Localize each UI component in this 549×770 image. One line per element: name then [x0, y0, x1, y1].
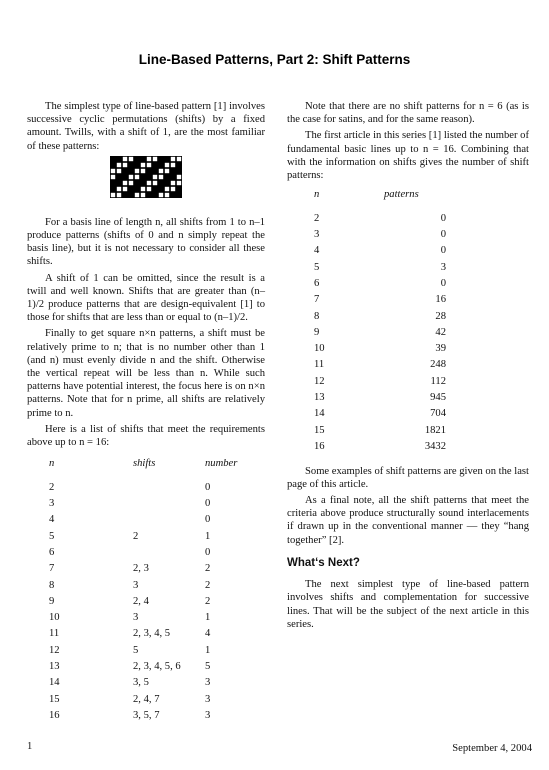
pattern-count-cell: 28 [435, 310, 446, 322]
shift-n-cell: 5 [49, 530, 55, 542]
shift-n-cell: 12 [49, 644, 60, 656]
pattern-n-cell: 10 [314, 343, 325, 355]
section-heading: What‘s Next? [287, 556, 360, 569]
table-row [314, 243, 446, 259]
table-row [49, 561, 237, 577]
weave-cell [171, 187, 175, 191]
pattern-count-cell: 945 [430, 392, 446, 404]
pattern-table-header-patterns: patterns [384, 189, 419, 201]
pattern-count-cell: 3 [440, 261, 446, 273]
first-article-paragraph: The first article in this series [1] listed the number of fundamental basic lines up to n = 16. Combining that with the information on shifts gives the number of shift patterns: [287, 130, 529, 182]
table-row [314, 227, 446, 243]
weave-cell [117, 187, 121, 191]
shift-values-cell: 2 [133, 530, 139, 542]
shift-n-cell: 16 [49, 709, 60, 721]
shift-n-cell: 15 [49, 693, 60, 705]
pattern-n-cell: 12 [314, 375, 325, 387]
weave-cell [123, 187, 127, 191]
table-row [314, 406, 446, 422]
shift-values-cell: 3 [133, 579, 139, 591]
shift-values-cell [133, 479, 205, 495]
shift-values-cell: 3, 5, 7 [133, 709, 160, 721]
table-row [49, 577, 237, 593]
pattern-count-cell: 3432 [424, 440, 446, 452]
next-article-paragraph: The next simplest type of line-based pattern involves shifts and complementation for successive lines. That will be the subject of the next article in this series. [287, 579, 529, 630]
shift-number-cell: 0 [205, 514, 211, 526]
pattern-count-cell: 112 [430, 375, 446, 387]
weave-cell [135, 193, 139, 197]
table-row [314, 389, 446, 405]
shift-number-cell: 1 [205, 644, 211, 656]
weave-cell [141, 187, 145, 191]
shift-values-cell: 5 [133, 644, 139, 656]
shift-n-cell: 10 [49, 612, 60, 624]
shift-values-cell: 2, 3, 4, 5, 6 [133, 661, 181, 673]
weave-cell [123, 157, 127, 161]
weave-cell [165, 169, 169, 173]
weave-cell [141, 163, 145, 167]
table-row [49, 593, 237, 609]
table-row [314, 308, 446, 324]
pattern-n-cell: 14 [314, 408, 325, 420]
shift-number-cell: 3 [205, 677, 211, 689]
shift-number-cell: 5 [205, 661, 211, 673]
weave-cell [135, 169, 139, 173]
shift-number-cell: 2 [205, 579, 211, 591]
pattern-count-cell: 0 [440, 229, 446, 241]
weave-cell [129, 157, 133, 161]
table-row [49, 675, 237, 691]
pattern-n-cell: 11 [314, 359, 325, 371]
weave-cell [171, 157, 175, 161]
left-column [27, 100, 265, 724]
weave-cell [147, 157, 151, 161]
pattern-n-cell: 13 [314, 392, 325, 404]
weave-cell [177, 175, 181, 179]
table-row [49, 512, 237, 528]
shift-omit-paragraph: A shift of 1 can be omitted, since the result is a twill and well known. Shifts that are greater than (n–1)/2 produce patterns that are design-equivalent [1] to those for shifts that are less than or equal to (n–1)/2. [27, 272, 265, 324]
pattern-n-cell: 2 [314, 212, 320, 224]
table-row [49, 610, 237, 626]
relatively-prime-paragraph: Finally to get square n×n patterns, a shift must be relatively prime to n; that is no number other than 1 (and n) must evenly divide n and the shift. Otherwise the vertical repeat will be less than n. While such patterns have potential interest, the focus here is on n×n patterns. Note that for n prime, all shifts are relatively prime to n. [27, 328, 265, 419]
page-number: 1 [27, 741, 33, 752]
examples-paragraph: Some examples of shift patterns are given on the last page of this article. [287, 465, 529, 490]
table-row [49, 691, 237, 707]
table-row [49, 626, 237, 642]
weave-cell [153, 175, 157, 179]
shift-n-cell: 13 [49, 661, 60, 673]
pattern-count-cell: 16 [435, 294, 446, 306]
table-row [314, 422, 446, 438]
pattern-count-cell: 0 [440, 245, 446, 257]
pattern-n-cell: 4 [314, 245, 320, 257]
weave-cell [117, 193, 121, 197]
table-row [49, 479, 237, 495]
page-date: September 4, 2004 [452, 743, 532, 754]
pattern-n-cell: 16 [314, 440, 325, 452]
weave-cell [135, 175, 139, 179]
shift-number-cell: 0 [205, 481, 211, 493]
weave-cell [159, 169, 163, 173]
table-row [314, 357, 446, 373]
table-row [49, 642, 237, 658]
weave-cell [153, 181, 157, 185]
weave-cell [111, 175, 115, 179]
weave-cell [147, 181, 151, 185]
final-note-paragraph: As a final note, all the shift patterns that meet the criteria above produce structurally sound interlacements if drawn up in the conventional manner — they “hang together” [2]. [287, 495, 529, 546]
table-row [314, 275, 446, 291]
intro-paragraph: The simplest type of line-based pattern [1] involves successive cyclic permutations (shifts) by a fixed amount. Twills, with a shift of 1, are the most familiar of these patterns: [27, 101, 265, 152]
basis-paragraph: For a basis line of length n, all shifts from 1 to n–1 produce patterns (shifts of 0 and n simply repeat the basis line), but it is not necessary to consider all these shifts. [27, 216, 265, 268]
pattern-n-cell: 3 [314, 229, 320, 241]
weave-cell [177, 157, 181, 161]
weave-cell [111, 193, 115, 197]
shift-n-cell: 6 [49, 547, 55, 558]
table-row [49, 544, 237, 560]
weave-cell [123, 181, 127, 185]
table-row [314, 373, 446, 389]
weave-cell [147, 187, 151, 191]
shift-number-cell: 4 [205, 628, 211, 640]
shift-number-cell: 3 [205, 693, 211, 705]
shift-table [49, 457, 237, 723]
shift-number-cell: 1 [205, 612, 211, 624]
twill-weave-figure [110, 156, 182, 198]
shift-values-cell: 3 [133, 612, 139, 624]
weave-cell [147, 163, 151, 167]
weave-cell [129, 175, 133, 179]
weave-cell [141, 193, 145, 197]
shift-number-cell: 0 [205, 547, 211, 558]
pattern-n-cell: 6 [314, 277, 320, 289]
table-row [314, 292, 446, 308]
shift-number-cell: 2 [205, 595, 211, 607]
shift-n-cell: 14 [49, 677, 60, 689]
pattern-n-cell: 7 [314, 294, 320, 306]
shift-number-cell: 3 [205, 709, 211, 721]
weave-cell [177, 181, 181, 185]
shift-n-cell: 2 [49, 481, 55, 493]
pattern-count-cell: 1821 [424, 424, 446, 436]
shift-number-cell: 2 [205, 563, 211, 575]
weave-cell [165, 193, 169, 197]
table-row [314, 324, 446, 340]
table-row [49, 528, 237, 544]
weave-cell [117, 169, 121, 173]
pattern-count-cell: 704 [430, 408, 446, 420]
shift-n-cell: 3 [49, 498, 55, 510]
pattern-count-cell: 0 [440, 277, 446, 289]
weave-cell [159, 193, 163, 197]
pattern-table-header-n: n [314, 189, 320, 201]
table-row [314, 438, 446, 454]
shift-values-cell: 2, 4 [133, 595, 149, 607]
pattern-count-cell: 248 [430, 359, 446, 371]
shift-n-cell: 4 [49, 514, 55, 526]
shift-number-cell: 1 [205, 530, 211, 542]
pattern-count-cell: 39 [435, 343, 446, 355]
table-row [49, 707, 237, 723]
pattern-count-cell: 42 [435, 326, 446, 338]
table-row [314, 210, 446, 226]
shift-table-header-number: number [205, 458, 238, 470]
shift-values-cell: 2, 3 [133, 563, 149, 575]
table-row [49, 496, 237, 512]
weave-background [110, 156, 182, 198]
shift-n-cell: 11 [49, 628, 60, 640]
right-column [287, 100, 529, 634]
weave-cell [111, 169, 115, 173]
weave-cell [123, 163, 127, 167]
shift-n-cell: 9 [49, 595, 55, 607]
table-row [49, 659, 237, 675]
table-row [314, 341, 446, 357]
weave-cell [159, 175, 163, 179]
shift-values-cell: 3, 5 [133, 677, 149, 689]
page-title: Line-Based Patterns, Part 2: Shift Patterns [138, 52, 411, 67]
shift-number-cell: 0 [205, 498, 211, 510]
no-shift-note: Note that there are no shift patterns for n = 6 (as is the case for satins, and for the same reason). [287, 101, 529, 126]
shift-values-cell [133, 496, 205, 512]
weave-cell [141, 169, 145, 173]
pattern-n-cell: 5 [314, 261, 320, 273]
weave-cell [171, 181, 175, 185]
pattern-n-cell: 15 [314, 424, 325, 436]
pattern-count-table [314, 188, 446, 454]
weave-cell [171, 163, 175, 167]
weave-cell [129, 181, 133, 185]
shift-values-cell: 2, 3, 4, 5 [133, 628, 171, 640]
weave-cell [165, 187, 169, 191]
shift-table-header-shifts: shifts [133, 458, 156, 470]
shift-list-intro: Here is a list of shifts that meet the requirements above up to n = 16: [27, 423, 265, 449]
shift-table-header-n: n [49, 458, 55, 470]
shift-n-cell: 8 [49, 579, 55, 591]
weave-cell [153, 157, 157, 161]
shift-values-cell [133, 544, 205, 560]
weave-cell [165, 163, 169, 167]
weave-cell [117, 163, 121, 167]
shift-values-cell: 2, 4, 7 [133, 693, 160, 705]
pattern-n-cell: 9 [314, 326, 320, 338]
pattern-count-cell: 0 [440, 212, 446, 224]
table-row [314, 259, 446, 275]
pattern-n-cell: 8 [314, 310, 320, 322]
shift-values-cell [133, 512, 205, 528]
shift-n-cell: 7 [49, 563, 55, 575]
